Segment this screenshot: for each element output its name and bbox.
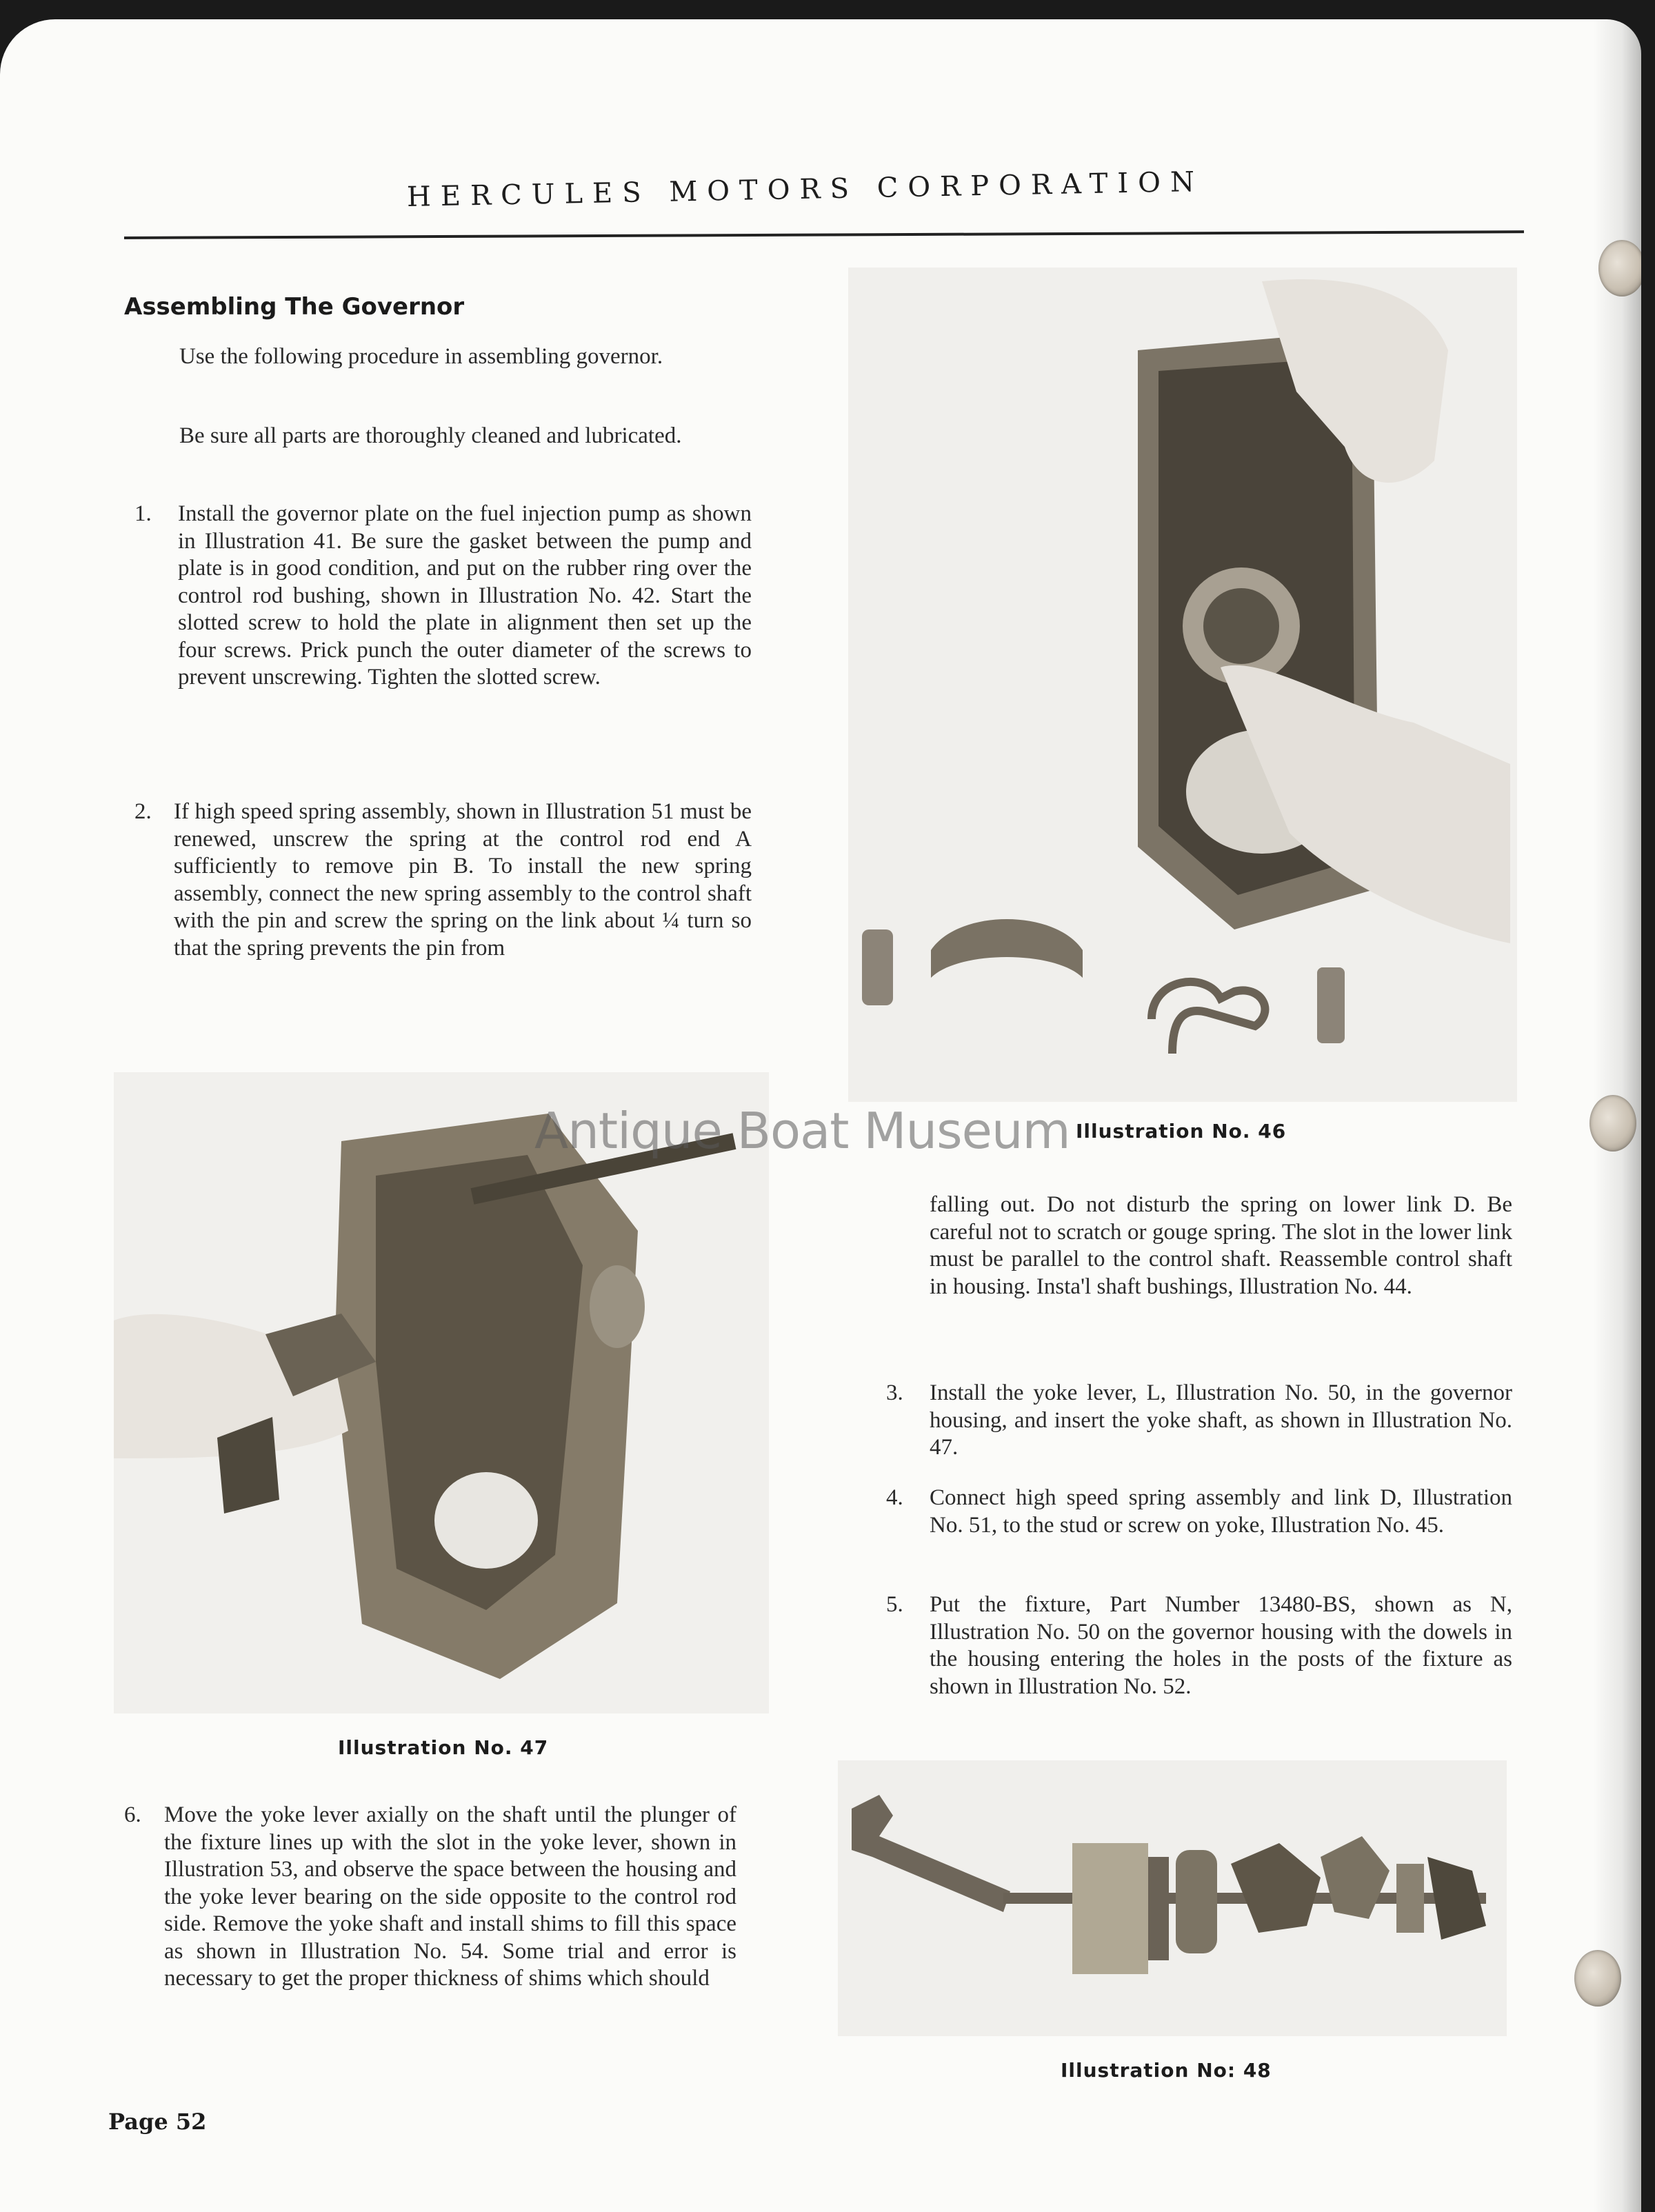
step-text: Connect high speed spring assembly and link D, Illustration No. 51, to the stud or screw on yoke, Illustration No. 45. (930, 1485, 1512, 1538)
page-number: Page 52 (108, 2109, 207, 2135)
illustration-47-caption: Illustration No. 47 (338, 1736, 549, 1759)
illustration-47-photo (114, 1072, 769, 1713)
step-number: 3. (886, 1380, 903, 1405)
step-number: 2. (134, 799, 152, 824)
header-rule (124, 230, 1524, 239)
step-number: 1. (134, 501, 152, 526)
step-number: 6. (124, 1802, 141, 1827)
step-text: If high speed spring assembly, shown in Illustration 51 must be renewed, unscrew the spring at the control rod end A sufficiently to remove pin B. To install the new spring assembly, connect the new spring assembly to the control shaft with the pin and screw the spring on the link about ¼ turn so that the spring prevents the pin from (174, 799, 752, 961)
illustration-46-photo (848, 268, 1517, 1102)
step-text: Put the fixture, Part Number 13480-BS, shown as N, Illustration No. 50 on the governor housing with the dowels in the housing entering the holes in the posts of the fixture as shown in Illustration No. 52. (930, 1592, 1512, 1699)
governor-housing-hand-image (848, 268, 1517, 1102)
step-text: falling out. Do not disturb the spring on lower link D. Be careful not to scratch or gouge spring. The slot in the lower link must be parallel to the control shaft. Reassemble control shaft in housing. Insta'l shaft bushings, Illustration No. 44. (930, 1192, 1512, 1299)
illustration-48-caption: Illustration No: 48 (1061, 2059, 1272, 2082)
museum-watermark: Antique Boat Museum (534, 1102, 1070, 1160)
step-number: 4. (886, 1485, 903, 1510)
intro-paragraph-2: Be sure all parts are thoroughly cleaned and lubricated. (179, 423, 682, 448)
manual-page (0, 19, 1641, 2212)
illustration-48-photo (838, 1760, 1507, 2036)
illustration-46-caption: Illustration No. 46 (1076, 1120, 1287, 1143)
binder-hole-bottom (1574, 1950, 1621, 2007)
binder-hole-middle (1589, 1095, 1636, 1152)
section-heading: Assembling The Governor (124, 293, 465, 321)
fixture-assembly-image (838, 1760, 1507, 2036)
binder-hole-top (1598, 240, 1641, 296)
step-number: 5. (886, 1592, 903, 1617)
step-text: Install the yoke lever, L, Illustration No. 50, in the governor housing, and insert the yoke shaft, as shown in Illustration No. 47. (930, 1380, 1512, 1460)
step-text: Move the yoke lever axially on the shaft until the plunger of the fixture lines up with the slot in the yoke lever, shown in Illustration 53, and observe the space between the housing and the yoke lever bearing on the side opposite to the control rod side. Remove the yoke shaft and install shims to fill this space as shown in Illustration No. 54. Some trial and error is necessary to get the proper thickness of shims which should (164, 1802, 736, 1991)
yoke-shaft-housing-image (114, 1072, 769, 1713)
page-header: HERCULES MOTORS CORPORATION (406, 165, 1205, 213)
step-text: Install the governor plate on the fuel injection pump as shown in Illustration 41. Be sure the gasket between the pump and plate is in good condition, and put on the rubber ring over the control rod bushing, shown in Illustration No. 42. Start the slotted screw to hold the plate in alignment then set up the four screws. Prick punch the outer diameter of the screws to prevent unscrewing. Tighten the slotted screw. (178, 501, 752, 690)
intro-paragraph-1: Use the following procedure in assembling governor. (179, 344, 663, 369)
